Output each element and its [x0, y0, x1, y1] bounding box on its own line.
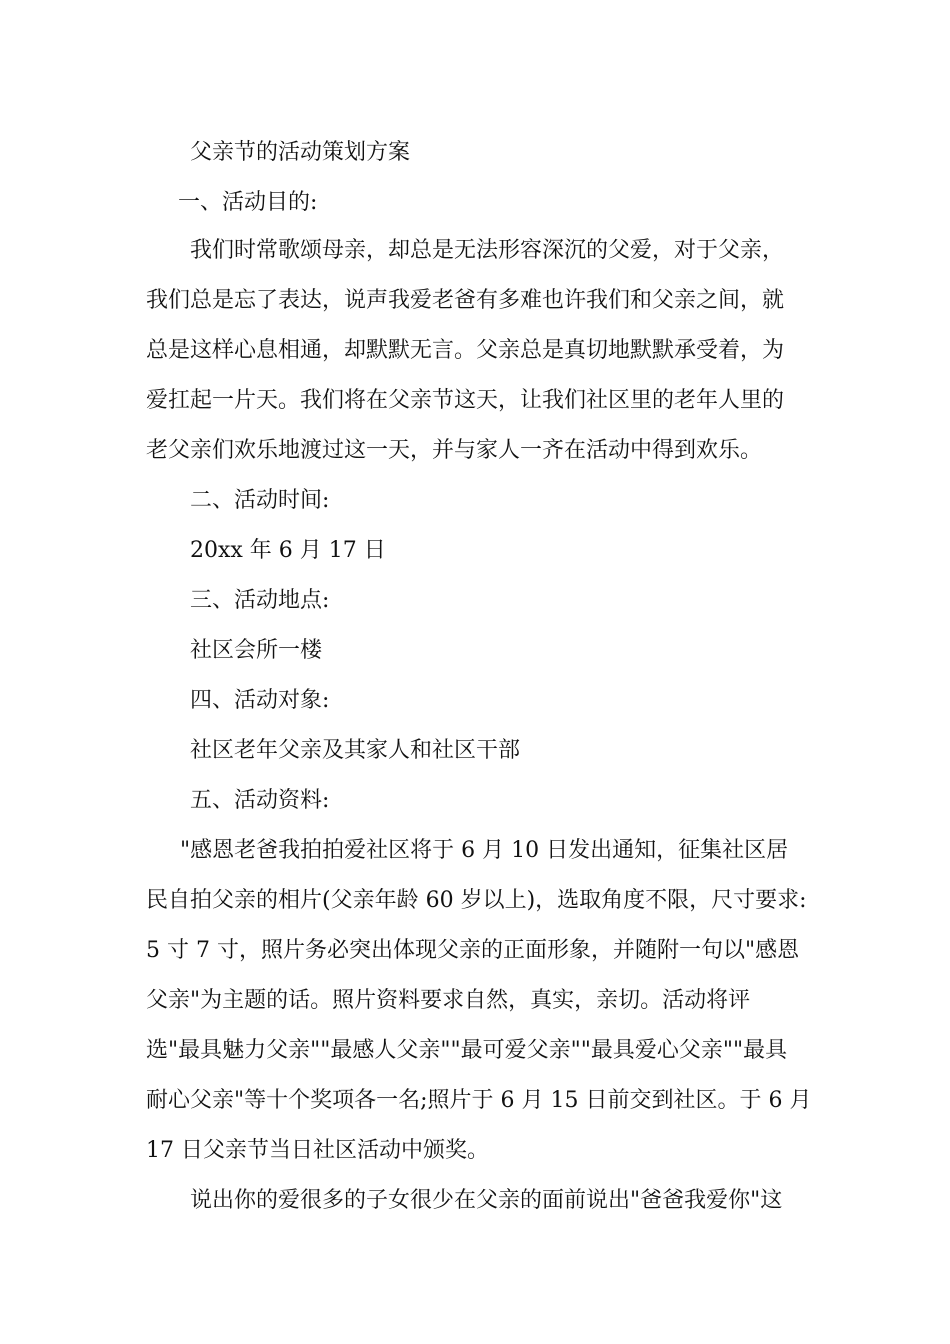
- paragraph-line: 耐心父亲"等十个奖项各一名;照片于 6 月 15 日前交到社区。于 6 月: [146, 1088, 812, 1113]
- section-value-audience: 社区老年父亲及其家人和社区干部: [190, 738, 521, 763]
- paragraph-line: 老父亲们欢乐地渡过这一天，并与家人一齐在活动中得到欢乐。: [146, 438, 763, 463]
- paragraph-line: 总是这样心息相通，却默默无言。父亲总是真切地默默承受着，为: [146, 338, 785, 363]
- paragraph-line: "感恩老爸我拍拍爱社区将于 6 月 10 日发出通知，征集社区居: [180, 838, 789, 863]
- paragraph-line: 说出你的爱很多的子女很少在父亲的面前说出"爸爸我爱你"这: [190, 1188, 783, 1213]
- paragraph-line: 5 寸 7 寸，照片务必突出体现父亲的正面形象，并随附一句以"感恩: [146, 938, 800, 963]
- paragraph-line: 父亲"为主题的话。照片资料要求自然，真实，亲切。活动将评: [146, 988, 751, 1013]
- section-value-location: 社区会所一楼: [190, 638, 323, 663]
- document-title: 父亲节的活动策划方案: [190, 140, 411, 165]
- section-heading-purpose: 一、活动目的:: [178, 190, 318, 215]
- section-heading-content: 五、活动资料:: [190, 788, 330, 813]
- paragraph-line: 我们总是忘了表达，说声我爱老爸有多难也许我们和父亲之间，就: [146, 288, 785, 313]
- paragraph-line: 17 日父亲节当日社区活动中颁奖。: [146, 1138, 489, 1163]
- paragraph-line: 选"最具魅力父亲""最感人父亲""最可爱父亲""最具爱心父亲""最具: [146, 1038, 788, 1063]
- paragraph-line: 我们时常歌颂母亲，却总是无法形容深沉的父爱，对于父亲，: [190, 238, 785, 263]
- section-heading-audience: 四、活动对象:: [190, 688, 330, 713]
- section-value-time: 20xx 年 6 月 17 日: [190, 538, 386, 563]
- section-heading-time: 二、活动时间:: [190, 488, 330, 513]
- paragraph-line: 民自拍父亲的相片(父亲年龄 60 岁以上)，选取角度不限，尺寸要求:: [146, 888, 807, 913]
- section-heading-location: 三、活动地点:: [190, 588, 330, 613]
- paragraph-line: 爱扛起一片天。我们将在父亲节这天，让我们社区里的老年人里的: [146, 388, 785, 413]
